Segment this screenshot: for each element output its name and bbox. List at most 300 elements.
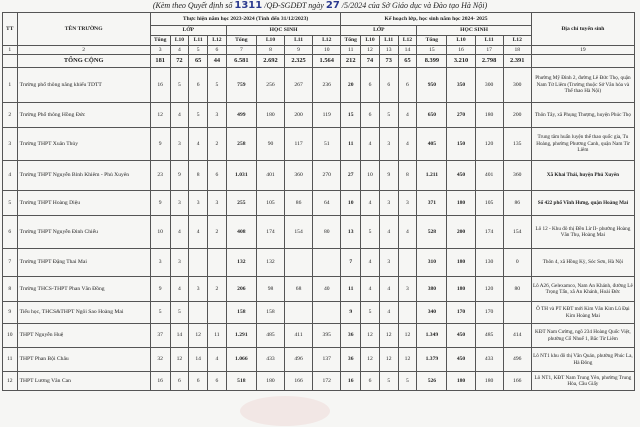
cell-value xyxy=(285,249,313,277)
row-tt: 2 xyxy=(3,103,18,128)
cell-value: 11 xyxy=(341,128,361,161)
cell-value: 80 xyxy=(313,216,341,249)
school-name: THPT Phan Bội Châu xyxy=(17,348,150,372)
cell-value xyxy=(313,302,341,324)
cell-value: 4 xyxy=(170,103,189,128)
cell-value: 11 xyxy=(341,277,361,302)
cell-value: 90 xyxy=(256,128,284,161)
school-name: Trường Phổ thông Hồng Đức xyxy=(17,103,150,128)
table-row xyxy=(3,302,635,324)
cell-value: 1.379 xyxy=(417,348,447,372)
sub-header: L11 xyxy=(189,36,208,46)
cell-value: 450 xyxy=(447,161,475,191)
cell-value: 200 xyxy=(503,103,531,128)
row-tt: 1 xyxy=(3,68,18,103)
school-name: Trường THCS-THPT Phan Văn Đồng xyxy=(17,277,150,302)
column-index: 19 xyxy=(531,46,634,55)
current-classes-header: LỚP xyxy=(150,26,226,36)
cell-value: 255 xyxy=(226,191,256,216)
cell-value: 6 xyxy=(361,372,380,391)
cell-value: 1.031 xyxy=(226,161,256,191)
cell-value: 14 xyxy=(170,324,189,348)
cell-value: 180 xyxy=(447,277,475,302)
cell-value: 206 xyxy=(226,277,256,302)
total-value: 6.581 xyxy=(226,55,256,68)
total-value: 65 xyxy=(398,55,417,68)
cell-value: 180 xyxy=(475,103,503,128)
sub-header: L10 xyxy=(256,36,284,46)
cell-value: 10 xyxy=(150,216,170,249)
column-index-row xyxy=(3,46,635,55)
school-name: Trường THPT Đặng Thai Mai xyxy=(17,249,150,277)
cell-value: 433 xyxy=(475,348,503,372)
cell-value: 200 xyxy=(447,216,475,249)
sub-header: L12 xyxy=(398,36,417,46)
cell-value: 11 xyxy=(208,324,227,348)
cell-value: 36 xyxy=(341,348,361,372)
cell-value: 236 xyxy=(313,68,341,103)
total-value: 72 xyxy=(170,55,189,68)
group-plan-year: Kế hoạch lớp, học sinh năm học 2024- 2025 xyxy=(341,13,531,26)
cell-value: 4 xyxy=(379,277,398,302)
cell-value: 16 xyxy=(150,68,170,103)
table-row xyxy=(3,348,635,372)
cell-value: 132 xyxy=(256,249,284,277)
cell-value: 9 xyxy=(150,277,170,302)
cell-value: 1.349 xyxy=(417,324,447,348)
column-index: 2 xyxy=(17,46,150,55)
cell-value: 8 xyxy=(189,161,208,191)
total-row xyxy=(3,55,635,68)
cell-value: 3 xyxy=(379,191,398,216)
cell-value: 166 xyxy=(285,372,313,391)
column-index: 10 xyxy=(313,46,341,55)
cell-value: 411 xyxy=(285,324,313,348)
school-address: Lô NT1, KĐT Nam Trung Yên, phường Trung Hòa, Cầu Giấy xyxy=(531,372,634,391)
cell-value: 166 xyxy=(503,372,531,391)
column-index: 16 xyxy=(447,46,475,55)
cell-value: 12 xyxy=(361,324,380,348)
cell-value: 80 xyxy=(503,277,531,302)
total-label: TỔNG CỘNG xyxy=(17,55,150,68)
cell-value: 180 xyxy=(447,191,475,216)
column-index: 1 xyxy=(3,46,18,55)
cell-value: 3 xyxy=(170,128,189,161)
cell-value: 270 xyxy=(313,161,341,191)
cell-value: 3 xyxy=(170,191,189,216)
school-address: Phường Mỹ Đình 2, đường Lê Đức Thọ, quận Nam Từ Liêm (Trường thuộc Sở Văn hóa và Thể thao Hà Nội) xyxy=(531,68,634,103)
cell-value: 158 xyxy=(256,302,284,324)
cell-value: 405 xyxy=(417,128,447,161)
cell-value: 10 xyxy=(361,161,380,191)
total-value: 2.798 xyxy=(475,55,503,68)
cell-value: 120 xyxy=(475,128,503,161)
total-value: 181 xyxy=(150,55,170,68)
column-index: 5 xyxy=(189,46,208,55)
cell-value: 68 xyxy=(285,277,313,302)
cell-value: 4 xyxy=(398,103,417,128)
caption-prefix: (Kèm theo Quyết định số xyxy=(152,1,233,10)
decision-number: 1311 xyxy=(234,0,263,11)
cell-value: 270 xyxy=(447,103,475,128)
faded-stamp xyxy=(240,396,330,426)
cell-value: 6 xyxy=(361,68,380,103)
cell-value: 5 xyxy=(361,216,380,249)
cell-value: 3 xyxy=(208,103,227,128)
cell-value: 6 xyxy=(170,372,189,391)
cell-value: 16 xyxy=(150,372,170,391)
cell-value: 4 xyxy=(379,216,398,249)
cell-value: 4 xyxy=(398,216,417,249)
cell-value: 180 xyxy=(447,249,475,277)
cell-value: 4 xyxy=(361,128,380,161)
cell-value: 414 xyxy=(503,324,531,348)
cell-value: 267 xyxy=(285,68,313,103)
cell-value: 158 xyxy=(226,302,256,324)
cell-value: 950 xyxy=(417,68,447,103)
cell-value: 150 xyxy=(447,128,475,161)
cell-value: 7 xyxy=(341,249,361,277)
cell-value: 3 xyxy=(189,191,208,216)
column-index: 7 xyxy=(226,46,256,55)
school-name: Trường THPT Nguyễn Đình Chiểu xyxy=(17,216,150,249)
cell-value: 450 xyxy=(447,348,475,372)
cell-value: 12 xyxy=(379,348,398,372)
table-row xyxy=(3,372,635,391)
school-address: Thôn 4, xã Hồng Kỳ, Sóc Sơn, Hà Nội xyxy=(531,249,634,277)
school-address: Lô A26, Gelexamco, Nam An Khánh, đường Lê Trọng Tấn, xã An Khánh, Hoài Đức xyxy=(531,277,634,302)
cell-value: 64 xyxy=(313,191,341,216)
total-value: 44 xyxy=(208,55,227,68)
cell-value: 6 xyxy=(189,372,208,391)
sub-header: Tổng xyxy=(226,36,256,46)
column-index: 13 xyxy=(379,46,398,55)
cell-value: 98 xyxy=(256,277,284,302)
table-row xyxy=(3,128,635,161)
cell-value: 9 xyxy=(341,302,361,324)
cell-value: 6 xyxy=(208,372,227,391)
school-address: Số 422 phố Vĩnh Hưng, quận Hoàng Mai xyxy=(531,191,634,216)
cell-value: 3 xyxy=(208,191,227,216)
cell-value: 36 xyxy=(341,324,361,348)
cell-value: 450 xyxy=(447,324,475,348)
cell-value: 4 xyxy=(170,277,189,302)
cell-value: 759 xyxy=(226,68,256,103)
cell-value xyxy=(189,249,208,277)
column-index: 18 xyxy=(503,46,531,55)
cell-value: 360 xyxy=(503,161,531,191)
cell-value: 9 xyxy=(379,161,398,191)
cell-value: 526 xyxy=(417,372,447,391)
column-index: 6 xyxy=(208,46,227,55)
school-name: Tiểu học, THCS&THPT Ngôi Sao Hoàng Mai xyxy=(17,302,150,324)
cell-value: 170 xyxy=(447,302,475,324)
sub-header: Tổng xyxy=(150,36,170,46)
table-row xyxy=(3,249,635,277)
col-address: Địa chỉ tuyển sinh xyxy=(531,13,634,46)
cell-value: 137 xyxy=(313,348,341,372)
cell-value: 496 xyxy=(285,348,313,372)
total-value: 74 xyxy=(361,55,380,68)
cell-value: 13 xyxy=(341,216,361,249)
cell-value: 174 xyxy=(475,216,503,249)
row-tt: 11 xyxy=(3,348,18,372)
cell-value: 20 xyxy=(341,68,361,103)
sub-header: Tổng xyxy=(417,36,447,46)
cell-value: 6 xyxy=(189,68,208,103)
cell-value: 1.211 xyxy=(417,161,447,191)
cell-value: 528 xyxy=(417,216,447,249)
cell-value: 499 xyxy=(226,103,256,128)
cell-value: 40 xyxy=(313,277,341,302)
cell-value: 117 xyxy=(285,128,313,161)
column-index: 15 xyxy=(417,46,447,55)
total-value: 3.210 xyxy=(447,55,475,68)
cell-value xyxy=(189,302,208,324)
cell-value: 12 xyxy=(398,348,417,372)
cell-value: 154 xyxy=(503,216,531,249)
cell-value: 154 xyxy=(285,216,313,249)
cell-value: 37 xyxy=(150,324,170,348)
cell-value: 130 xyxy=(475,249,503,277)
cell-value: 360 xyxy=(285,161,313,191)
cell-value: 3 xyxy=(379,128,398,161)
total-value: 2.325 xyxy=(285,55,313,68)
cell-value: 3 xyxy=(379,249,398,277)
total-value: 2.391 xyxy=(503,55,531,68)
cell-value: 23 xyxy=(150,161,170,191)
school-name: Trường THPT Hoàng Diệu xyxy=(17,191,150,216)
cell-value: 32 xyxy=(150,348,170,372)
column-index: 3 xyxy=(150,46,170,55)
cell-value: 4 xyxy=(379,302,398,324)
cell-value xyxy=(208,302,227,324)
sub-header: L10 xyxy=(447,36,475,46)
cell-value: 371 xyxy=(417,191,447,216)
cell-value: 4 xyxy=(208,348,227,372)
school-address: Ô TH và PT KĐT mới Kim Văn Kim Lũ Đại Kim Hoàng Mai xyxy=(531,302,634,324)
cell-value: 6 xyxy=(398,68,417,103)
cell-value: 5 xyxy=(379,372,398,391)
cell-value: 518 xyxy=(226,372,256,391)
cell-value: 180 xyxy=(475,372,503,391)
cell-value: 5 xyxy=(208,68,227,103)
table-row xyxy=(3,161,635,191)
cell-value: 300 xyxy=(475,68,503,103)
table-row xyxy=(3,68,635,103)
cell-value: 401 xyxy=(256,161,284,191)
cell-value: 180 xyxy=(447,372,475,391)
sub-header: L11 xyxy=(379,36,398,46)
cell-value: 12 xyxy=(150,103,170,128)
cell-value: 258 xyxy=(226,128,256,161)
cell-value: 5 xyxy=(379,103,398,128)
total-value: 65 xyxy=(189,55,208,68)
cell-value: 485 xyxy=(256,324,284,348)
cell-value xyxy=(208,249,227,277)
cell-value: 170 xyxy=(475,302,503,324)
row-tt: 9 xyxy=(3,302,18,324)
cell-value: 180 xyxy=(256,103,284,128)
cell-value: 6 xyxy=(379,68,398,103)
cell-value: 172 xyxy=(313,372,341,391)
cell-value: 12 xyxy=(379,324,398,348)
cell-value: 2 xyxy=(208,216,227,249)
cell-value: 350 xyxy=(447,68,475,103)
cell-value: 9 xyxy=(170,161,189,191)
cell-value: 51 xyxy=(313,128,341,161)
cell-value: 4 xyxy=(361,191,380,216)
cell-value: 1.066 xyxy=(226,348,256,372)
cell-value: 2 xyxy=(208,128,227,161)
current-students-header: HỌC SINH xyxy=(226,26,341,36)
cell-value: 8 xyxy=(398,161,417,191)
cell-value: 256 xyxy=(256,68,284,103)
sub-header: Tổng xyxy=(341,36,361,46)
sub-header: L10 xyxy=(170,36,189,46)
cell-value: 0 xyxy=(503,249,531,277)
cell-value: 132 xyxy=(226,249,256,277)
sub-header: L12 xyxy=(208,36,227,46)
row-tt: 7 xyxy=(3,249,18,277)
cell-value: 135 xyxy=(503,128,531,161)
sub-header: L10 xyxy=(361,36,380,46)
cell-value: 9 xyxy=(150,128,170,161)
cell-value: 120 xyxy=(475,277,503,302)
cell-value: 5 xyxy=(189,103,208,128)
row-tt: 8 xyxy=(3,277,18,302)
total-tt xyxy=(3,55,18,68)
cell-value: 174 xyxy=(256,216,284,249)
school-address: Lô NT1 khu đô thị Văn Quán, phường Phúc La, Hà Đông xyxy=(531,348,634,372)
cell-value xyxy=(398,302,417,324)
cell-value: 3 xyxy=(189,277,208,302)
row-tt: 10 xyxy=(3,324,18,348)
cell-value: 310 xyxy=(417,249,447,277)
cell-value: 4 xyxy=(361,277,380,302)
school-address: Thôn Tây, xã Phụng Thượng, huyện Phúc Thọ xyxy=(531,103,634,128)
cell-value: 3 xyxy=(150,249,170,277)
column-index: 14 xyxy=(398,46,417,55)
cell-value: 4 xyxy=(398,128,417,161)
cell-value: 5 xyxy=(150,302,170,324)
sub-header: L12 xyxy=(503,36,531,46)
cell-value: 5 xyxy=(170,68,189,103)
column-index: 17 xyxy=(475,46,503,55)
cell-value: 86 xyxy=(285,191,313,216)
cell-value: 4 xyxy=(189,128,208,161)
cell-value: 1.291 xyxy=(226,324,256,348)
cell-value xyxy=(285,302,313,324)
school-address: Trung tâm huấn luyện thể thao quốc gia, Tu Hoàng, phường Phương Canh, quận Nam Từ Liêm xyxy=(531,128,634,161)
cell-value: 12 xyxy=(398,324,417,348)
table-row xyxy=(3,103,635,128)
cell-value: 485 xyxy=(475,324,503,348)
plan-students-header: HỌC SINH xyxy=(417,26,531,36)
cell-value xyxy=(503,302,531,324)
cell-value: 6 xyxy=(208,161,227,191)
school-address: KĐT Nam Cường, ngõ 234 Hoàng Quốc Việt, phường Cổ Nhuế 1, Bắc Từ Liêm xyxy=(531,324,634,348)
school-address: Lô 12 - Khu đô thị Đền Lừ II- phường Hoàng Văn Thụ, Hoàng Mai xyxy=(531,216,634,249)
group-current-year: Thực hiện năm học 2023-2024 (Tính đến 31/12/2023) xyxy=(150,13,341,26)
cell-value: 650 xyxy=(417,103,447,128)
cell-value: 433 xyxy=(256,348,284,372)
col-school-name: TÊN TRƯỜNG xyxy=(17,13,150,46)
total-value: 8.399 xyxy=(417,55,447,68)
total-value: 1.564 xyxy=(313,55,341,68)
cell-value: 408 xyxy=(226,216,256,249)
cell-value: 105 xyxy=(256,191,284,216)
school-name: THPT Nguyễn Huệ xyxy=(17,324,150,348)
cell-value: 496 xyxy=(503,348,531,372)
table-row xyxy=(3,277,635,302)
cell-value: 9 xyxy=(150,191,170,216)
row-tt: 12 xyxy=(3,372,18,391)
sub-header: L12 xyxy=(313,36,341,46)
cell-value: 16 xyxy=(341,372,361,391)
cell-value: 12 xyxy=(361,348,380,372)
decision-caption xyxy=(0,0,640,12)
row-tt: 6 xyxy=(3,216,18,249)
col-tt: TT xyxy=(3,13,18,46)
cell-value: 401 xyxy=(475,161,503,191)
cell-value: 5 xyxy=(398,372,417,391)
caption-middle: /QĐ-SGDĐT ngày xyxy=(264,1,324,10)
cell-value: 180 xyxy=(256,372,284,391)
column-index: 9 xyxy=(285,46,313,55)
column-index: 8 xyxy=(256,46,284,55)
sub-header: L11 xyxy=(475,36,503,46)
plan-classes-header: LỚP xyxy=(341,26,417,36)
table-row xyxy=(3,216,635,249)
cell-value: 2 xyxy=(208,277,227,302)
cell-value: 4 xyxy=(170,216,189,249)
row-tt: 3 xyxy=(3,128,18,161)
school-plan-table xyxy=(2,12,635,391)
cell-value: 3 xyxy=(170,249,189,277)
cell-value: 14 xyxy=(189,348,208,372)
table-row xyxy=(3,191,635,216)
cell-value: 5 xyxy=(170,302,189,324)
cell-value: 86 xyxy=(503,191,531,216)
total-value: 2.692 xyxy=(256,55,284,68)
table-row xyxy=(3,324,635,348)
school-name: THPT Lương Văn Can xyxy=(17,372,150,391)
school-name: Trường THPT Xuân Thủy xyxy=(17,128,150,161)
cell-value: 12 xyxy=(170,348,189,372)
cell-value: 3 xyxy=(398,191,417,216)
decision-day: 27 xyxy=(325,0,340,11)
cell-value: 6 xyxy=(361,103,380,128)
sub-header: L11 xyxy=(285,36,313,46)
cell-value: 380 xyxy=(417,277,447,302)
cell-value: 27 xyxy=(341,161,361,191)
cell-value: 5 xyxy=(361,302,380,324)
column-index: 11 xyxy=(341,46,361,55)
row-tt: 4 xyxy=(3,161,18,191)
cell-value: 119 xyxy=(313,103,341,128)
caption-suffix: /5/2024 của Sở Giáo dục và Đào tạo Hà Nội) xyxy=(341,1,488,10)
total-value: 212 xyxy=(341,55,361,68)
column-index: 12 xyxy=(361,46,380,55)
cell-value: 200 xyxy=(285,103,313,128)
cell-value: 300 xyxy=(503,68,531,103)
school-name: Trường phổ thông năng khiếu TDTT xyxy=(17,68,150,103)
cell-value: 10 xyxy=(341,191,361,216)
school-name: Trường THPT Nguyễn Bỉnh Khiêm - Phủ Xuyên xyxy=(17,161,150,191)
cell-value: 395 xyxy=(313,324,341,348)
total-value: 73 xyxy=(379,55,398,68)
